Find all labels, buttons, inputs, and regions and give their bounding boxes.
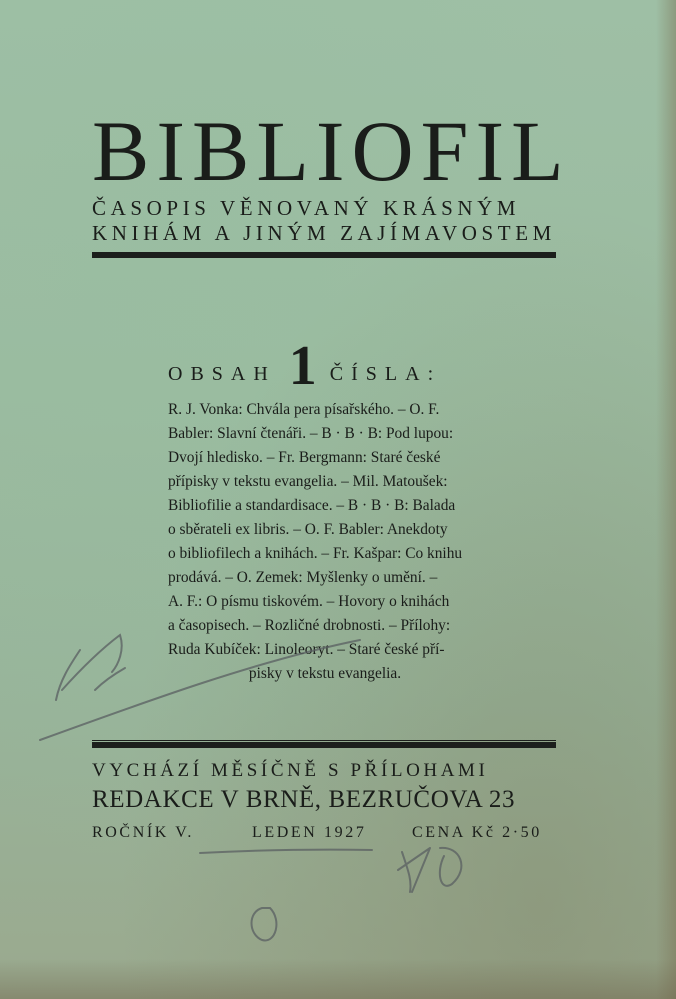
contents-heading [168,334,488,398]
contents-line: prodává. – O. Zemek: Myšlenky o umění. – [168,569,438,586]
contents-list [168,398,482,686]
contents-heading-obsah: OBSAH [168,363,276,385]
contents-line: o sběrateli ex libris. – O. F. Babler: Anekdoty [168,521,448,538]
bottom-rule [92,742,556,748]
contents-line: Bibliofilie a standardisace. – B · B · B: Balada [168,497,456,514]
pencil-scribble [95,668,125,690]
issue-info [92,824,572,842]
contents-heading-cisla: ČÍSLA: [329,363,442,385]
contents-line: Ruda Kubíček: Linoleoryt. – Staré české pří- [168,641,445,658]
top-rule [92,252,556,258]
contents-line: A. F.: O písmu tiskovém. – Hovory o knihách [168,593,450,610]
price-label: CENA Kč 2·50 [412,824,542,841]
contents-line: o bibliofilech a knihách. – Fr. Kašpar: Co knihu [168,545,463,562]
pencil-number [398,848,461,892]
contents-line: pisky v tekstu evangelia. [248,665,402,682]
publication-frequency: VYCHÁZÍ MĚSÍČNĚ S PŘÍLOHAMI [92,760,489,781]
subtitle-line-1: ČASOPIS VĚNOVANÝ KRÁSNÝM [92,196,521,220]
contents-line: přípisky v tekstu evangelia. – Mil. Matoušek: [168,473,448,490]
contents-line: Dvojí hledisko. – Fr. Bergmann: Staré české [168,449,441,466]
subtitle-line-2: KNIHÁM A JINÝM ZAJÍMAVOSTEM [92,221,556,245]
editorial-address: REDAKCE V BRNĚ, BEZRUČOVA 23 [92,786,516,813]
magazine-title: BIBLIOFIL [92,103,571,199]
paper-edge-shadow [656,0,676,999]
volume-label: ROČNÍK V. [92,824,194,841]
contents-line: R. J. Vonka: Chvála pera písařského. – O. F. [168,401,440,418]
issue-number: 1 [288,335,317,397]
issue-date: LEDEN 1927 [252,824,367,841]
paper-bottom-shadow [0,959,676,999]
contents-line: Babler: Slavní čtenáři. – B · B · B: Pod lupou: [168,425,454,442]
pencil-circle [252,908,277,940]
contents-line: a časopisech. – Rozličné drobnosti. – Přílohy: [168,617,451,634]
pencil-scribble [56,635,122,700]
bottom-thin-rule [92,740,556,741]
pencil-underline [200,850,372,853]
